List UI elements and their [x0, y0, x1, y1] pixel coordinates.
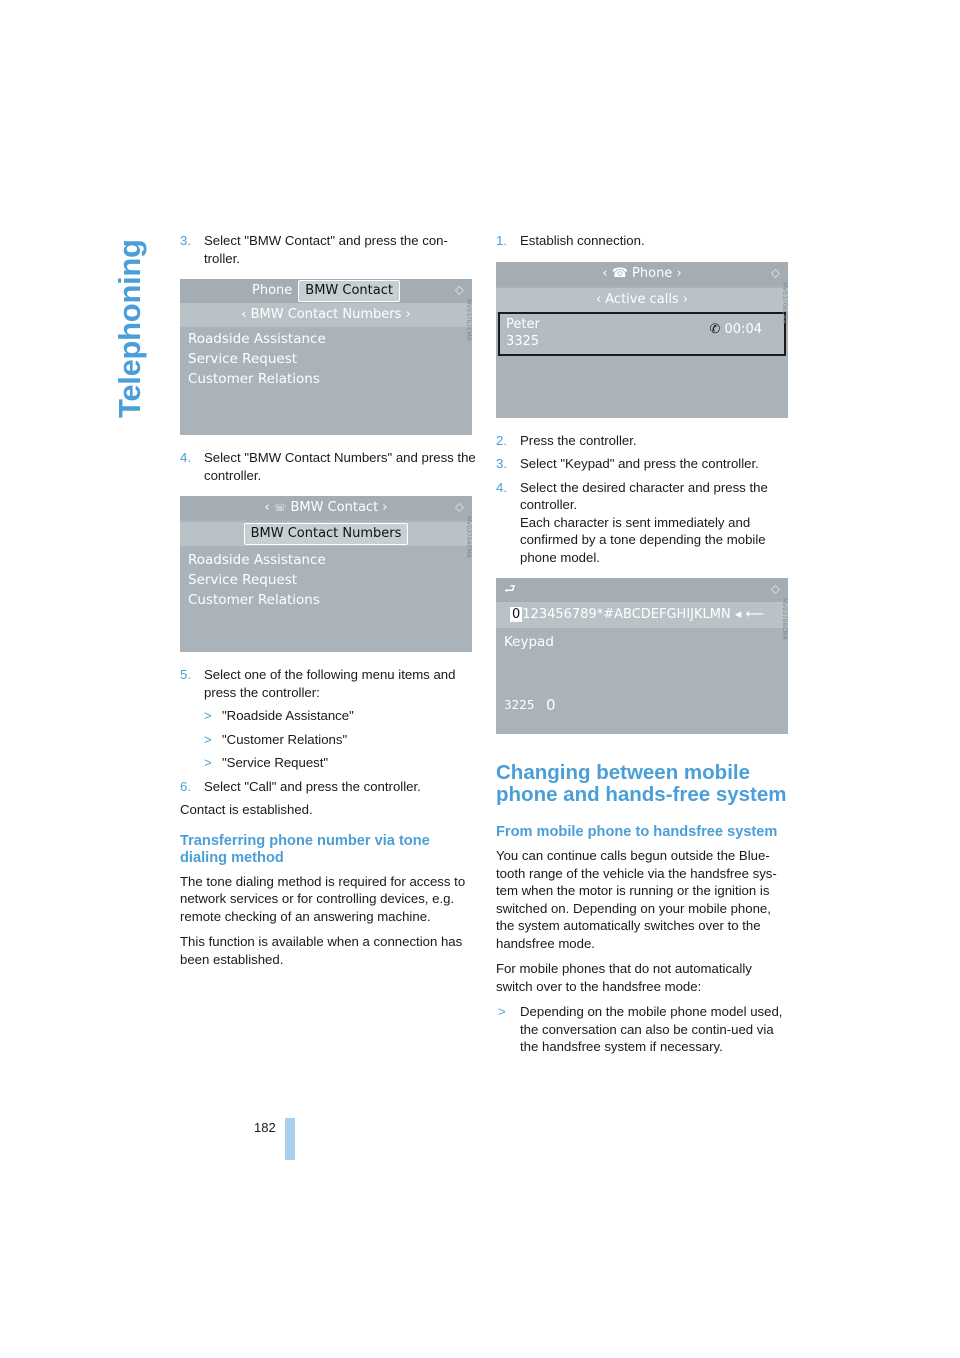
page-accent-bar — [285, 1118, 295, 1160]
list-item: Service Request — [188, 572, 298, 588]
entered-digit: 0 — [546, 696, 556, 714]
screenshot-bmw-contact — [180, 279, 472, 435]
step-4: 4. Select "BMW Contact Numbers" and press the controller. — [180, 450, 476, 483]
subsection-heading: From mobile phone to handsfree system — [496, 824, 778, 840]
settings-icon: ⬦ — [770, 582, 780, 597]
phone-icon: ☎ — [611, 265, 628, 281]
call-duration: ✆ 00:04 — [709, 321, 762, 337]
dialed-number: 3225 — [504, 698, 535, 712]
list-item: Customer Relations — [188, 371, 320, 387]
screen-subtitle: ‹ Active calls › — [496, 288, 788, 312]
bullet-item: > "Customer Relations" — [204, 731, 348, 747]
selected-character: 0 — [512, 607, 521, 622]
list-item: Roadside Assistance — [188, 552, 326, 568]
step-4: 4. Select the desired character and press the controller. Each character is sent immediately and confirmed by a tone depending the mobile phone model. — [496, 479, 768, 565]
step-2: 2. Press the controller. — [496, 432, 637, 448]
section-title-changing: Changing between mobile phone and hands-free system — [496, 761, 787, 806]
step-5: 5. Select one of the following menu items and press the controller: — [180, 667, 456, 700]
screenshot-active-calls — [496, 262, 788, 418]
speaker-icon: ◂ — [734, 607, 742, 622]
active-call-row — [498, 312, 786, 356]
right-column — [496, 232, 792, 1062]
back-icon: ⮐ — [504, 582, 516, 597]
list-item: Service Request — [188, 351, 298, 367]
settings-icon: ⬦ — [770, 265, 780, 281]
screen-header: ‹ ☎ Phone › — [496, 262, 788, 286]
step-6: 6. Select "Call" and press the controller. — [180, 778, 421, 794]
keypad-characters: 0 123456789*#ABCDEFGHIJKLMN ◂ ⟵ — [496, 602, 788, 628]
screen-header — [496, 578, 788, 602]
screenshot-keypad — [496, 578, 788, 734]
section-heading-tone-dialing: Transferring phone number via tone dialing method — [180, 832, 430, 866]
backspace-icon: ⟵ — [745, 607, 765, 622]
bullet-item: > Depending on the mobile phone model used, the conversation can also be contin-ued via the handsfree system if necessary. — [498, 1004, 783, 1054]
caller-name: Peter — [506, 316, 540, 332]
step-1: 1. Establish connection. — [496, 233, 645, 248]
image-code: MV03704CMA — [465, 516, 472, 558]
image-code: MV03706CMA — [781, 281, 788, 324]
left-column — [180, 232, 476, 976]
page-number: 182 — [254, 1120, 276, 1135]
image-code: MV03702CMA — [465, 299, 472, 341]
settings-icon: ⬦ — [454, 500, 464, 515]
paragraph: The tone dialing method is required for access to network services or for controlling devices, e.g. remote checking of an answering machine. — [180, 873, 466, 924]
section-tab: Telephoning — [112, 239, 147, 418]
screen-header: Phone BMW Contact — [180, 279, 472, 303]
screen-subtitle: ‹ BMW Contact Numbers › — [180, 303, 472, 327]
step-3: 3. Select "BMW Contact" and press the con-troller. — [180, 233, 448, 266]
paragraph: This function is available when a connection has been established. — [180, 934, 463, 967]
bullet-item: > "Service Request" — [204, 755, 329, 770]
paragraph: You can continue calls begun outside the Blue-tooth range of the vehicle via the handsfree sys-tem when the motor is running or the ignition is switched on. Depending on your mobile phone, the system automatically switches over to the handsfree mode. — [496, 848, 777, 951]
list-item: Customer Relations — [188, 592, 320, 608]
contact-icon: ☏ — [273, 503, 287, 514]
keypad-label: Keypad — [504, 634, 554, 650]
established-text: Contact is established. — [180, 802, 313, 817]
screenshot-bmw-contact-numbers — [180, 496, 472, 652]
image-code: MV03708CMA — [781, 598, 788, 640]
step-3: 3. Select "Keypad" and press the controller. — [496, 456, 759, 471]
screen-selected-row: BMW Contact Numbers — [180, 522, 472, 546]
screen-header: ‹ ☏ BMW Contact › — [180, 496, 472, 520]
bullet-item: > "Roadside Assistance" — [204, 708, 354, 723]
list-item: Roadside Assistance — [188, 331, 326, 347]
handset-icon: ✆ — [709, 321, 721, 337]
caller-number: 3325 — [506, 333, 540, 349]
settings-icon: ⬦ — [454, 283, 464, 298]
paragraph: For mobile phones that do not automatically switch over to the handsfree mode: — [496, 961, 752, 994]
